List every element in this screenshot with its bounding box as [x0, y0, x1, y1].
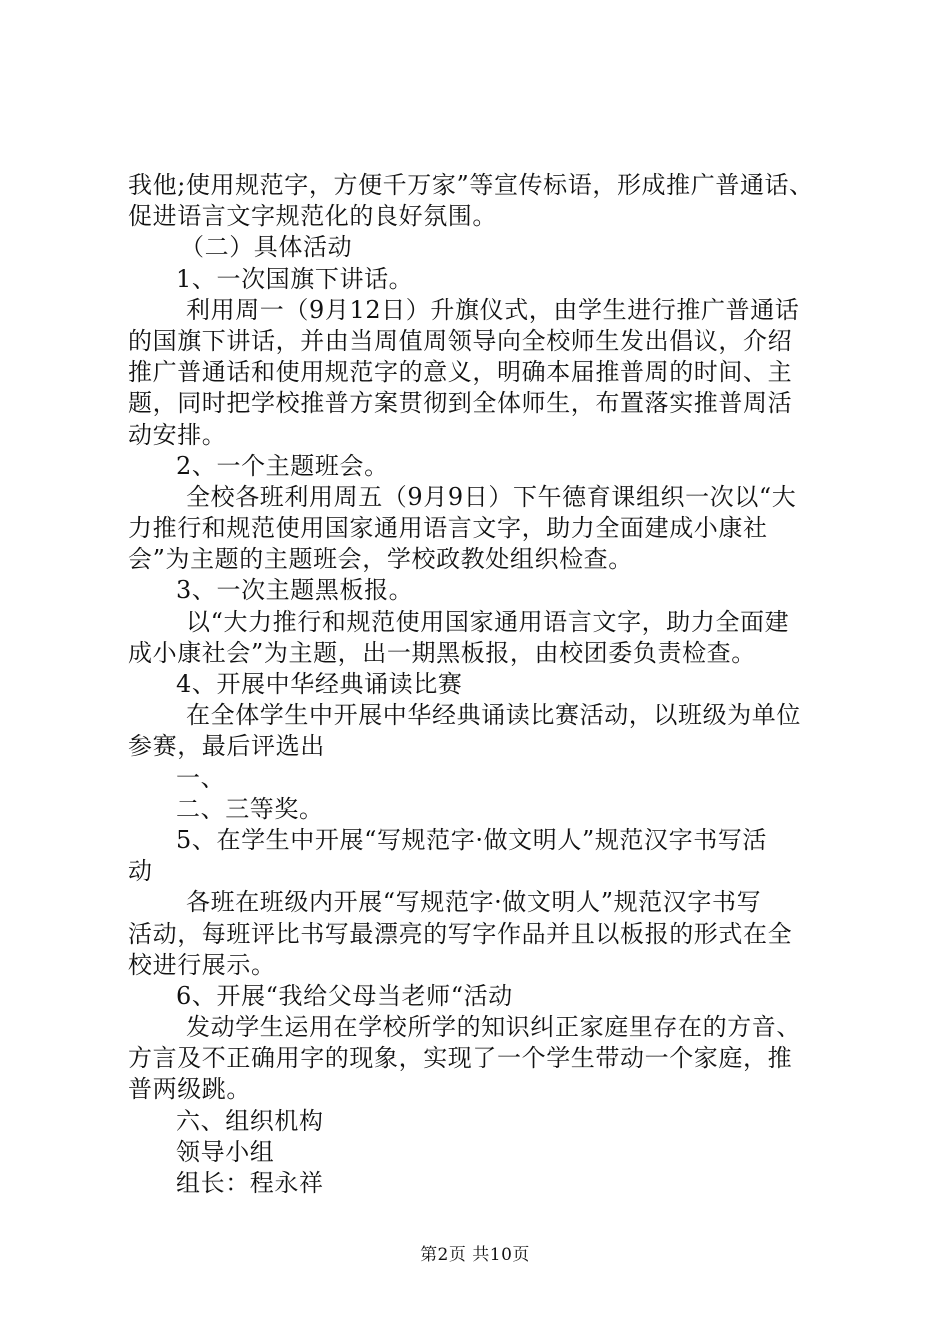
text-line: 参赛，最后评选出 — [128, 732, 325, 761]
text-line: 发动学生运用在学校所学的知识纠正家庭里存在的方音、 — [186, 1013, 801, 1042]
item-heading: 5、在学生中开展“写规范字·做文明人”规范汉字书写活 — [176, 825, 768, 854]
text-line: 以“大力推行和规范使用国家通用语言文字，助力全面建 — [186, 607, 790, 636]
text-line: 力推行和规范使用国家通用语言文字，助力全面建成小康社 — [128, 514, 768, 543]
text-line: 活动，每班评比书写最漂亮的写字作品并且以板报的形式在全 — [128, 919, 793, 948]
text-line: 各班在班级内开展“写规范字·做文明人”规范汉字书写 — [186, 888, 762, 917]
text-line: 普两级跳。 — [128, 1075, 251, 1104]
text-line: 在全体学生中开展中华经典诵读比赛活动，以班级为单位 — [186, 701, 801, 730]
item-heading: 1、一次国旗下讲话。 — [176, 264, 414, 293]
section-heading: 六、组织机构 — [176, 1106, 324, 1135]
text-line: 题，同时把学校推普方案贯彻到全体师生，布置落实推普周活 — [128, 389, 793, 418]
text-line: 二、三等奖。 — [176, 794, 324, 823]
text-line: 促进语言文字规范化的良好氛围。 — [128, 202, 497, 231]
document-body — [128, 170, 828, 1199]
item-heading: 3、一次主题黑板报。 — [176, 576, 414, 605]
text-line: 领导小组 — [176, 1137, 275, 1166]
text-line: 动 — [128, 857, 153, 886]
section-heading: （二）具体活动 — [180, 233, 353, 262]
text-line: 推广普通话和使用规范字的意义，明确本届推普周的时间、主 — [128, 358, 793, 387]
text-line: 利用周一（9月12日）升旗仪式，由学生进行推广普通话 — [186, 295, 800, 324]
text-line: 校进行展示。 — [128, 950, 276, 979]
text-line: 我他;使用规范字，方便千万家”等宣传标语，形成推广普通话、 — [128, 171, 814, 199]
item-heading: 4、开展中华经典诵读比赛 — [176, 670, 463, 698]
text-line: 一、 — [176, 763, 226, 792]
item-heading: 6、开展“我给父母当老师“活动 — [176, 981, 513, 1010]
text-line: 组长：程永祥 — [176, 1169, 324, 1197]
item-heading: 2、一个主题班会。 — [176, 451, 389, 480]
text-line: 动安排。 — [128, 420, 227, 449]
text-line: 成小康社会”为主题，出一期黑板报，由校团委负责检查。 — [128, 638, 756, 667]
page-number-footer: 第2页 共10页 — [420, 1245, 530, 1265]
text-line: 全校各班利用周五（9月9日）下午德育课组织一次以“大 — [186, 482, 797, 511]
text-line: 的国旗下讲话，并由当周值周领导向全校师生发出倡议，介绍 — [128, 326, 793, 355]
text-line: 会”为主题的主题班会，学校政教处组织检查。 — [128, 545, 633, 574]
text-line: 方言及不正确用字的现象，实现了一个学生带动一个家庭，推 — [128, 1044, 793, 1073]
